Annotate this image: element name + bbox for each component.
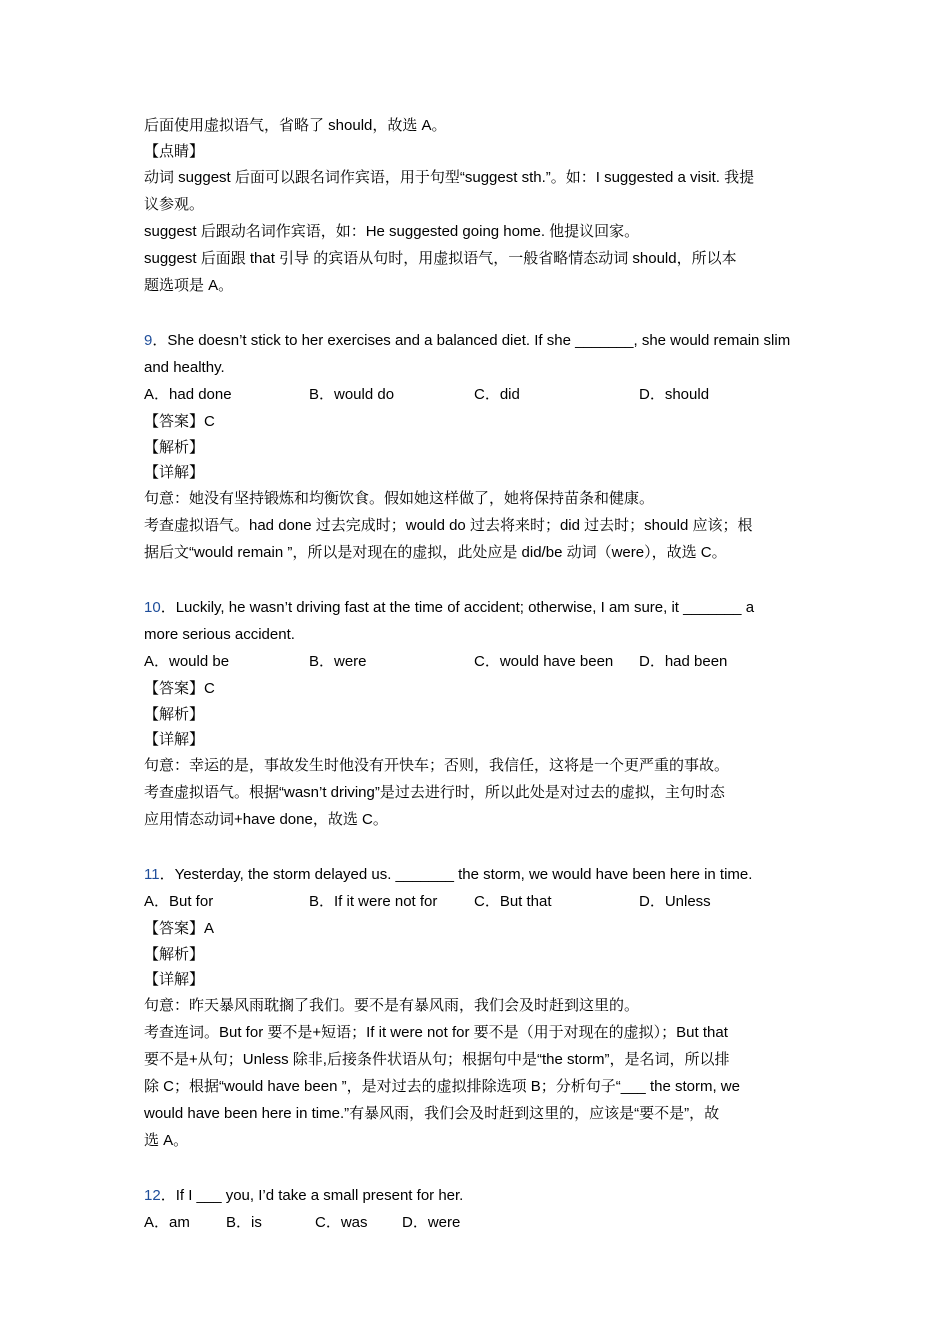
question-number: 12 [144,1187,161,1204]
text-line: suggest 后跟动名词作宾语，如：He suggested going home. 他提议回家。 [144,223,640,240]
option-c: C．would have been [474,653,614,670]
question-stem: 10．Luckily, he wasn’t driving fast at the time of accident; otherwise, I am sure, it _______ a [144,599,755,616]
option-c: C．did [474,386,520,403]
explanation-line: 句意：幸运的是，事故发生时他没有开快车；否则，我信任，这将是一个更严重的事故。 [144,757,730,774]
question-stem-cont: and healthy. [144,359,225,376]
question-stem: 11．Yesterday, the storm delayed us. _______ the storm, we would have been here in time. [144,866,753,883]
options-row [144,888,814,915]
option-a: A．But for [144,893,214,910]
option-c: C．was [315,1214,368,1231]
dianjing-heading: 【点睛】 [144,143,205,160]
text-line: suggest 后面跟 that 引导 的宾语从句时，用虚拟语气，一般省略情态动词 should，所以本 [144,250,737,267]
xiangjie-heading: 【详解】 [144,731,205,748]
explanation-line: would have been here in time.”有暴风雨，我们会及时赶到这里的，应该是“要不是”，故 [144,1105,720,1122]
answer-line: 【答案】A [144,920,215,937]
explanation-line: 句意：她没有坚持锻炼和均衡饮食。假如她这样做了，她将保持苗条和健康。 [144,490,655,507]
explanation-line: 除 C；根据“would have been ”，是对过去的虚拟排除选项 B；分析句子“___ the storm, we [144,1078,740,1095]
question-11 [144,861,814,1154]
question-9 [144,327,814,566]
explanation-line: 应用情态动词+have done，故选 C。 [144,811,388,828]
explanation-line: 选 A。 [144,1132,189,1149]
question-number: 9 [144,332,153,349]
answer-line: 【答案】C [144,413,215,430]
option-b: B．would do [309,386,395,403]
explanation-line: 句意：昨天暴风雨耽搁了我们。要不是有暴风雨，我们会及时赶到这里的。 [144,997,640,1014]
answer-line: 【答案】C [144,680,215,697]
explanation-line: 考查虚拟语气。根据“wasn’t driving”是过去进行时，所以此处是对过去的虚拟，主句时态 [144,784,725,801]
explanation-line: 考查虚拟语气。had done 过去完成时；would do 过去将来时；did 过去时；should 应该；根 [144,517,753,534]
option-a: A．am [144,1214,190,1231]
explanation-line: 要不是+从句；Unless 除非,后接条件状语从句；根据句中是“the storm”，是名词，所以排 [144,1051,730,1068]
option-b: B．is [226,1214,262,1231]
option-d: D．had been [639,653,728,670]
question-stem: 12．If I ___ you, I’d take a small present for her. [144,1187,464,1204]
text-line: 动词 suggest 后面可以跟名词作宾语，用于句型“suggest sth.”。如：I suggested a visit. 我提 [144,169,755,186]
question-stem: 9．She doesn’t stick to her exercises and a balanced diet. If she _______, she would remain slim [144,332,791,349]
options-row [144,648,814,675]
explanation-line: 考查连词。But for 要不是+短语；If it were not for 要不是（用于对现在的虚拟）；But that [144,1024,728,1041]
option-a: A．had done [144,386,232,403]
option-d: D．should [639,386,710,403]
options-row [144,1209,814,1236]
option-b: B．were [309,653,367,670]
option-a: A．would be [144,653,230,670]
text-line: 议参观。 [144,196,205,213]
options-row [144,381,814,408]
intro-section [144,112,814,299]
question-number: 10 [144,599,161,616]
explanation-line: 据后文“would remain ”，所以是对现在的虚拟，此处应是 did/be 动词（were），故选 C。 [144,544,727,561]
question-stem-cont: more serious accident. [144,626,295,643]
option-d: D．were [402,1214,461,1231]
question-12 [144,1182,814,1236]
jiexi-heading: 【解析】 [144,439,205,456]
question-10 [144,594,814,833]
option-c: C．But that [474,893,552,910]
xiangjie-heading: 【详解】 [144,971,205,988]
text-line: 题选项是 A。 [144,277,234,294]
option-d: D．Unless [639,893,711,910]
text-line: 后面使用虚拟语气，省略了 should，故选 A。 [144,117,447,134]
xiangjie-heading: 【详解】 [144,464,205,481]
document-page [144,112,814,1236]
jiexi-heading: 【解析】 [144,946,205,963]
option-b: B．If it were not for [309,893,438,910]
question-number: 11 [144,866,160,883]
jiexi-heading: 【解析】 [144,706,205,723]
